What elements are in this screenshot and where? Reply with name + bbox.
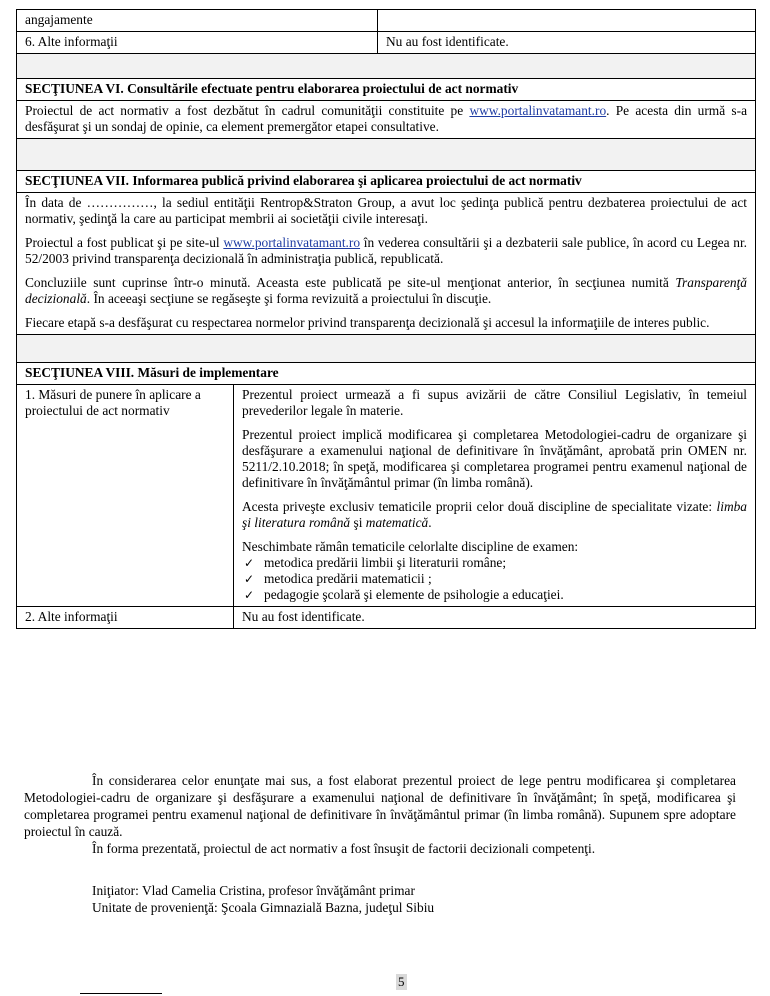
other-info-value-text: Nu au fost identificate. [242,609,365,624]
section-vii-body-row [17,193,756,335]
alte-informatii-label-text: 6. Alte informaţii [25,34,118,49]
shaded-spacer [17,335,756,363]
section-vii-heading [17,171,756,193]
initiator-label: Iniţiator: [92,883,139,898]
other-info-label [17,607,234,629]
section-vi-heading-row [17,79,756,101]
measures-p3-period: . [428,515,432,530]
measures-paragraph-4: Neschimbate rămân tematicile celorlalte discipline de examen: [242,539,579,554]
section-vii-paragraph-1: În data de ……………, la sediul entităţii Rentrop&Straton Group, a avut loc şedinţa publică pentru dezbaterea proiectului de act normativ, şedinţă la care au participat membrii ai societăţii civile interesaţi. [25,195,748,226]
check-icon: ✓ [244,572,255,586]
initiator-value: Vlad Camelia Cristina, profesor învăţământ primar [138,883,415,898]
page-number: 5 [398,974,405,989]
alte-informatii-value-text: Nu au fost identificate. [386,34,509,49]
measures-paragraph-1: Prezentul proiect urmează a fi supus avizării de către Consiliul Legislativ, în temeiul prevederilor legale în materie. [242,387,748,418]
shaded-spacer [17,139,756,171]
footer-rule [80,993,162,994]
table-row [17,32,756,54]
section-viii-number: SECŢIUNEA VIII. [25,365,135,380]
section-vii-p2-text-b: în vederea consultării şi a dezbaterii sale publice, în acord cu Legea nr. 52/2003 privind transparenţa decizională în administraţia publică, republicată. [25,235,748,266]
measures-p3-text-a: Acesta priveşte exclusiv tematicile proprii celor două discipline de specialitate vizate: [242,499,717,514]
section-vii-body [17,193,756,335]
discipline-matematica: matematică [365,515,429,530]
list-item-text: metodica predării matematicii ; [264,571,432,586]
initiator-line [92,882,434,899]
shaded-spacer [17,54,756,79]
list-item-text: metodica predării limbii şi literaturii române; [264,555,507,570]
signature-block [92,882,434,916]
section-vii-p3-text-b: . În aceeaşi secţiune se regăseşte şi forma revizuită a proiectului în discuţie. [86,291,492,306]
section-vi-number: SECŢIUNEA VI. [25,81,124,96]
portal-link[interactable]: www.portalinvatamant.ro [223,235,361,250]
section-vii-paragraph-2 [25,235,747,267]
measures-p3-conjunction: şi [350,515,366,530]
empty-cell [378,10,756,32]
transparenta-decizionala-term: Transparenţă decizională [25,275,748,306]
angajamente-text: angajamente [25,12,93,27]
section-vi-title: Consultările efectuate pentru elaborarea proiectului de act normativ [127,81,519,96]
spacer-row [17,54,756,79]
section-vii-number: SECŢIUNEA VII. [25,173,129,188]
measures-label [17,385,234,607]
section-vi-heading [17,79,756,101]
alte-informatii-value [378,32,756,54]
list-item [242,571,747,587]
section-vi-body-row [17,101,756,139]
section-vi-text-b: . Pe acesta din urmă s-a desfăşurat şi un sondaj de opinie, ca element premergător etapei consultative. [25,103,748,134]
table-row [17,10,756,32]
section-vi-text-a: Proiectul de act normativ a fost dezbătut în cadrul comunităţii constituite pe [25,103,470,118]
check-icon: ✓ [244,556,255,570]
conclusion [24,772,736,857]
list-item [242,587,747,603]
section-viii-other-row [17,607,756,629]
section-viii-title: Măsuri de implementare [137,365,279,380]
list-item-text: pedagogie şcolară şi elemente de psihologie a educaţiei. [264,587,564,602]
portal-link[interactable]: www.portalinvatamant.ro [469,103,607,118]
unit-label: Unitate de provenienţă: [92,900,218,915]
check-icon: ✓ [244,588,255,602]
measures-label-text: 1. Măsuri de punere în aplicare a proiectului de act normativ [25,387,201,418]
section-vii-paragraph-3 [25,275,747,307]
measures-paragraph-3 [242,499,747,531]
act-normativ-table [16,9,756,629]
section-vii-p3-text-a: Concluziile sunt cuprinse într-o minută. Aceasta este publicată pe site-ul menţionat anterior, în secţiunea numită [25,275,676,290]
alte-informatii-label [17,32,378,54]
section-vii-p2-text-a: Proiectul a fost publicat şi pe site-ul [25,235,224,250]
list-item [242,555,747,571]
section-viii-measures-row [17,385,756,607]
section-vii-title: Informarea publică privind elaborarea şi aplicarea proiectului de act normativ [132,173,582,188]
section-vi-paragraph [25,103,747,135]
discipline-romana: limba şi literatura română [242,499,748,530]
unit-line [92,899,434,916]
section-vi-body [17,101,756,139]
section-vii-heading-row [17,171,756,193]
conclusion-paragraph-1: În considerarea celor enunţate mai sus, a fost elaborat prezentul proiect de lege pentru modificarea şi completarea Metodologiei-cadru de organizare şi desfăşurare a examenului naţional de definitivare în învăţământ; în speţă, modificarea şi completarea programei pentru examenul naţional de definitivare în învăţământul primar (în limba română). Supunem spre adoptare proiectul în cauză. [24,773,736,839]
angajamente-cell [17,10,378,32]
section-vii-paragraph-4: Fiecare etapă s-a desfăşurat cu respectarea normelor privind transparenţa decizională şi accesul la informaţiile de interes public. [25,315,710,330]
other-info-value [234,607,756,629]
conclusion-paragraph-2: În forma prezentată, proiectul de act normativ a fost însuşit de factorii decizionali competenţi. [92,841,596,856]
measures-paragraph-2: Prezentul proiect implică modificarea şi completarea Metodologiei-cadru de organizare şi desfăşurare a examenului naţional de definitivare în învăţământ, aprobată prin OMEN nr. 5211/2.10.2018; în speţă, modificarea şi completarea programei pentru examenul naţional de definitivare în învăţământul primar (în limba română). [242,427,748,490]
spacer-row [17,139,756,171]
unchanged-disciplines-list [242,555,747,603]
measures-body [234,385,756,607]
unit-value: Şcoala Gimnazială Bazna, judeţul Sibiu [217,900,435,915]
other-info-label-text: 2. Alte informaţii [25,609,118,624]
section-viii-heading [17,363,756,385]
section-viii-heading-row [17,363,756,385]
spacer-row [17,335,756,363]
